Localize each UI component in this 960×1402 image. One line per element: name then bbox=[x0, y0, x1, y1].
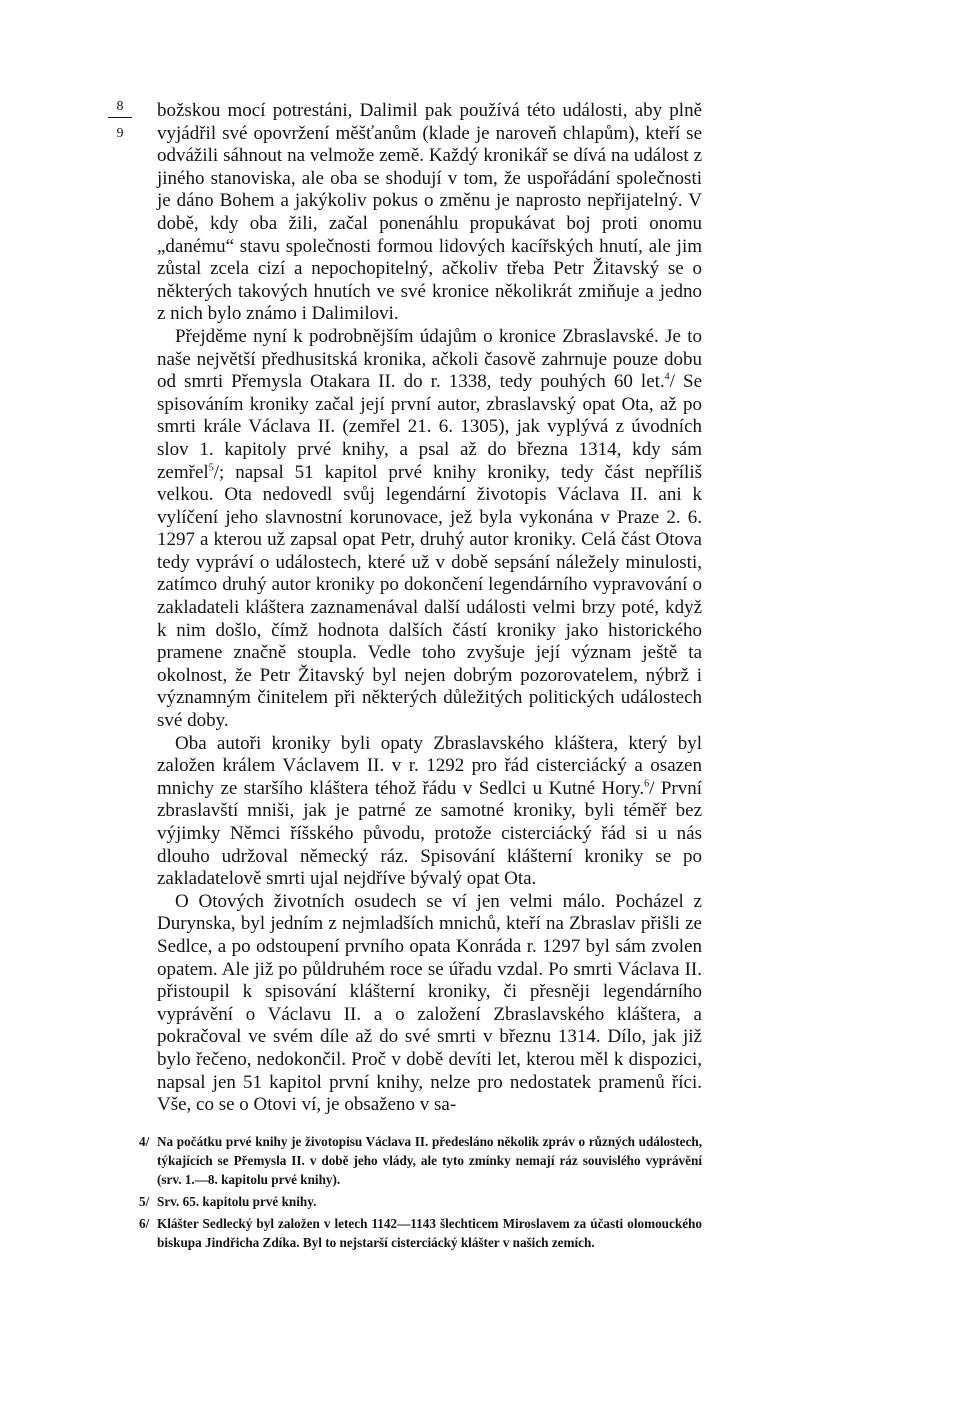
footnote bbox=[139, 1214, 702, 1252]
paragraph bbox=[157, 100, 702, 326]
paragraph bbox=[157, 326, 702, 733]
margin-number-bottom: 9 bbox=[116, 126, 124, 141]
margin-number-top: 8 bbox=[108, 98, 132, 118]
footnote-reference: 6 bbox=[644, 778, 650, 790]
paragraph-text: Oba autoři kroniky byli opaty Zbraslavského kláštera, který byl založen králem Václavem II. v r. 1292 pro řád cisterciácký a osazen mnichy ze staršího kláštera téhož řádu v Sedlci u Kutné Hory. bbox=[157, 732, 702, 799]
paragraph-text: Přejděme nyní k podrobnějším údajům o kronice Zbraslavské. Je to naše největší předhusitská kronika, ačkoli časově zahrnuje pouze dobu od smrti Přemysla Otakara II. do r. 1338, tedy pouhých 60 let. bbox=[157, 325, 702, 393]
footnotes-section bbox=[139, 1132, 702, 1255]
footnote-mark: 6/ bbox=[139, 1216, 150, 1231]
footnote bbox=[139, 1192, 702, 1211]
footnote-mark: 5/ bbox=[139, 1194, 150, 1209]
paragraph-text: / První zbraslavští mniši, jak je patrné ze samotné kroniky, byli téměř bez výjimky Němci říšského původu, protože cisterciácký řád si u nás dlouho udržoval německý ráz. Spisování klášterní kroniky se po zakladatelově smrti ujal nejdříve bývalý opat Ota. bbox=[157, 777, 703, 890]
paragraph bbox=[157, 733, 702, 891]
footnote-text: Na počátku prvé knihy je životopisu Václava II. předesláno několik zpráv o různých událostech, týkajících se Přemysla II. v době jeho vlády, ale tyto zmínky nemají ráz souvislého vyprávění (srv. 1.—8. kapitolu prvé knihy). bbox=[157, 1134, 702, 1187]
paragraph bbox=[157, 891, 702, 1117]
body-text bbox=[157, 100, 702, 1117]
paragraph-text: / Se spisováním kroniky začal její první autor, zbraslavský opat Ota, až po smrti krále Václava II. (zemřel 21. 6. 1305), jak vyplývá z úvodních slov 1. kapitoly prvé knihy, a psal až do března 1314, kdy sám zemřel bbox=[157, 371, 702, 483]
footnote-reference: 4 bbox=[664, 371, 670, 383]
footnote-text: Klášter Sedlecký byl založen v letech 1142—1143 šlechticem Miroslavem za účasti olomouckého biskupa Jindřicha Zdíka. Byl to nejstarší cisterciácký klášter v našich zemích. bbox=[157, 1216, 702, 1250]
paragraph-text: O Otových životních osudech se ví jen velmi málo. Pocházel z Durynska, byl jedním z nejmladších mnichů, kteří na Zbraslav přišli ze Sedlce, a po odstoupení prvního opata Konráda r. 1297 byl sám zvolen opatem. Ale již po půldruhém roce se úřadu vzdal. Po smrti Václava II. přistoupil k spisování klášterní kroniky, či přesněji legendárního vyprávění o Václavu II. a o založení Zbraslavského kláštera, a pokračoval ve svém díle až do své smrti v březnu 1314. Dílo, jak již bylo řečeno, nedokončil. Proč v době devíti let, kterou měl k dispozici, napsal jen 51 kapitol první knihy, nelze pro nedostatek pramenů říci. Vše, co se o Otovi ví, je obsaženo v sa- bbox=[157, 890, 702, 1116]
footnote-reference: 5 bbox=[208, 462, 214, 474]
paragraph-text: /; napsal 51 kapitol prvé knihy kroniky, tedy část nepříliš velkou. Ota nedovedl svůj legendární životopis Václava II. ani k vylíčení jeho slavnostní korunovace, jež byla vykonána v Praze 2. 6. 1297 a kterou už zapsal opat Petr, druhý autor kroniky. Celá část Otova tedy vypráví o událostech, které už v době sepsání náležely minulosti, zatímco druhý autor kroniky po dokončení legendárního vypravování o zakladateli kláštera zaznamenával další události velmi brzy poté, když k nim došlo, čímž hodnota dalších částí kroniky jako historického pramene značně stoupla. Vedle toho zvyšuje její význam ještě ta okolnost, že Petr Žitavský byl nejen dobrým pozorovatelem, nýbrž i významným činitelem při některých důležitých politických událostech své doby. bbox=[157, 461, 702, 732]
footnote bbox=[139, 1132, 702, 1189]
margin-page-marker bbox=[108, 98, 132, 143]
footnote-mark: 4/ bbox=[139, 1134, 150, 1149]
paragraph-text: božskou mocí potrestáni, Dalimil pak používá této události, aby plně vyjádřil své opovržení měšťanům (klade je naroveň chlapům), kteří se odvážili sáhnout na velmože země. Každý kronikář se dívá na událost z jiného stanoviska, ale oba se shodují v tom, že uspořádání společnosti je dáno Bohem a jakýkoliv pokus o změnu je naprosto nepřijatelný. V době, kdy oba žili, začal ponenáhlu propukávat boj proti onomu „danému“ stavu společnosti formou lidových kacířských hnutí, ale jim zůstal zcela cizí a nepochopitelný, ačkoliv třeba Petr Žitavský se o některých takových hnutích ve své kronice několikrát zmiňuje a jedno z nich bylo známo i Dalimilovi. bbox=[157, 100, 702, 325]
footnote-text: Srv. 65. kapitolu prvé knihy. bbox=[157, 1194, 317, 1209]
